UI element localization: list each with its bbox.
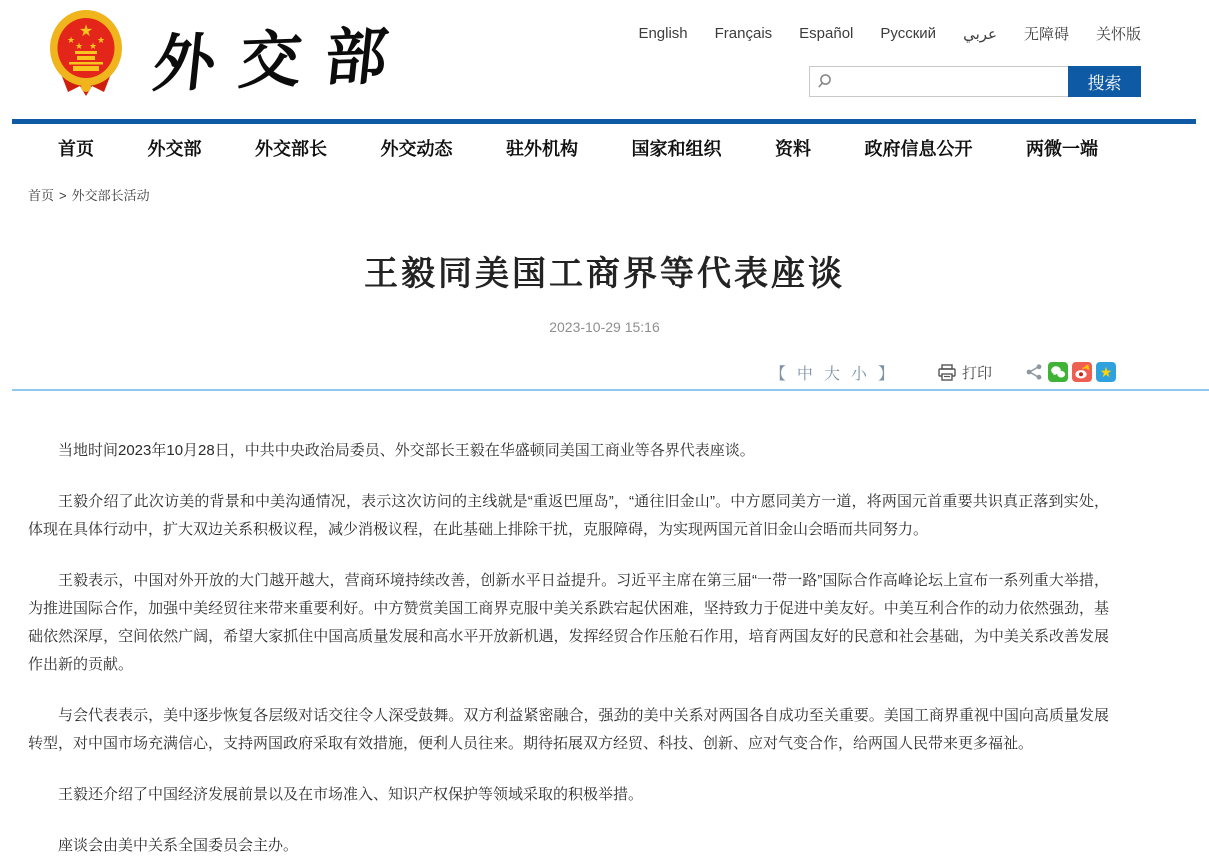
lang-francais[interactable]: Français <box>714 25 773 42</box>
svg-text:★: ★ <box>74 41 84 51</box>
share-buttons <box>1024 362 1116 382</box>
nav-item-home[interactable]: 首页 <box>58 138 94 159</box>
language-switcher <box>638 23 1141 44</box>
lang-english[interactable]: English <box>638 25 688 42</box>
article-toolbar <box>0 361 1116 383</box>
svg-text:★: ★ <box>78 23 94 40</box>
lang-accessibility[interactable]: 无障碍 <box>1023 26 1069 43</box>
nav-item-weibo-wechat[interactable]: 两微一端 <box>1026 138 1098 159</box>
site-header <box>0 0 1209 119</box>
svg-text:★: ★ <box>96 35 106 45</box>
font-size-controls <box>770 361 894 384</box>
article-paragraph: 王毅介绍了此次访美的背景和中美沟通情况，表示这次访问的主线就是“重返巴厘岛”，“通往旧金山”。中方愿同美方一道，将两国元首重要共识真正落到实处，体现在具体行动中，扩大双边关系积极议程，减少消极议程，在此基础上排除干扰，克服障碍，为实现两国元首旧金山会晤而共同努力。 <box>28 493 1109 538</box>
search-button[interactable]: 搜索 <box>1068 66 1141 97</box>
print-button[interactable] <box>938 362 992 383</box>
breadcrumb-home[interactable]: 首页 <box>28 188 55 203</box>
national-emblem-icon <box>48 8 124 100</box>
nav-item-resources[interactable]: 资料 <box>775 138 811 159</box>
font-size-medium-button[interactable]: 中 <box>796 365 813 383</box>
publish-datetime: 2023-10-29 15:16 <box>549 319 660 335</box>
nav-item-missions[interactable]: 驻外机构 <box>506 138 578 159</box>
breadcrumb <box>28 185 1209 204</box>
lang-espanol[interactable]: Español <box>799 25 854 42</box>
main-nav <box>0 124 1209 171</box>
svg-text:★: ★ <box>66 35 76 45</box>
article-paragraph: 王毅表示，中国对外开放的大门越开越大，营商环境持续改善，创新水平日益提升。习近平主席在第三届“一带一路”国际合作高峰论坛上宣布一系列重大举措，为推进国际合作，加强中美经贸往来带来重要利好。中方赞赏美国工商界克服中美关系跌宕起伏困难，坚持致力于促进中美友好。中美互利合作的动力依然强劲，基础依然深厚，空间依然广阔，希望大家抓住中国高质量发展和高水平开放新机遇，发挥经贸合作压舱石作用，培育两国友好的民意和社会基础，为中美关系改善发展作出新的贡献。 <box>28 572 1109 673</box>
article-divider <box>12 389 1209 391</box>
search-icon <box>817 73 833 94</box>
nav-item-gov-info[interactable]: 政府信息公开 <box>864 138 973 159</box>
weibo-share-icon[interactable] <box>1072 362 1092 382</box>
article-paragraph: 当地时间2023年10月28日，中共中央政治局委员、外交部长王毅在华盛顿同美国工商业等各界代表座谈。 <box>58 442 755 459</box>
site-title-calligraphy: 外交部 <box>149 18 416 101</box>
nav-item-countries[interactable]: 国家和组织 <box>631 138 722 159</box>
site-logo-link[interactable] <box>48 8 124 100</box>
search-input[interactable] <box>809 66 1068 97</box>
nav-item-activities[interactable]: 外交动态 <box>380 138 453 159</box>
article-header <box>0 246 1209 335</box>
font-size-small-button[interactable]: 小 <box>850 365 867 383</box>
breadcrumb-current[interactable]: 外交部长活动 <box>71 188 150 203</box>
search-bar <box>809 66 1141 97</box>
article-paragraph: 王毅还介绍了中国经济发展前景以及在市场准入、知识产权保护等领域采取的积极举措。 <box>58 786 644 803</box>
article-paragraph: 与会代表表示，美中逐步恢复各层级对话交往令人深受鼓舞。双方利益紧密融合，强劲的美中关系对两国各自成功至关重要。美国工商界重视中国向高质量发展转型，对中国市场充满信心，支持两国政府采取有效措施，便利人员往来。期待拓展双方经贸、科技、创新、应对气变合作，给两国人民带来更多福祉。 <box>28 707 1109 752</box>
nav-item-ministry[interactable]: 外交部 <box>147 138 202 159</box>
font-size-bracket-open: 【 <box>769 365 786 383</box>
breadcrumb-separator: > <box>59 188 67 203</box>
lang-care-version[interactable]: 关怀版 <box>1095 26 1141 43</box>
share-icon[interactable] <box>1024 362 1044 382</box>
article-paragraph: 座谈会由美中关系全国委员会主办。 <box>58 837 299 854</box>
qzone-share-icon[interactable] <box>1096 362 1116 382</box>
article-body <box>28 437 1109 860</box>
wechat-share-icon[interactable] <box>1048 362 1068 382</box>
print-label: 打印 <box>961 364 992 382</box>
lang-arabic[interactable]: عربي <box>963 25 997 43</box>
lang-russian[interactable]: Русский <box>880 25 937 42</box>
svg-text:★: ★ <box>1099 364 1113 380</box>
font-size-bracket-close: 】 <box>877 365 894 383</box>
svg-text:★: ★ <box>88 41 98 51</box>
nav-item-minister[interactable]: 外交部长 <box>255 138 327 159</box>
printer-icon <box>938 364 956 381</box>
page-title: 王毅同美国工商界等代表座谈 <box>364 255 845 293</box>
font-size-large-button[interactable]: 大 <box>823 365 840 383</box>
